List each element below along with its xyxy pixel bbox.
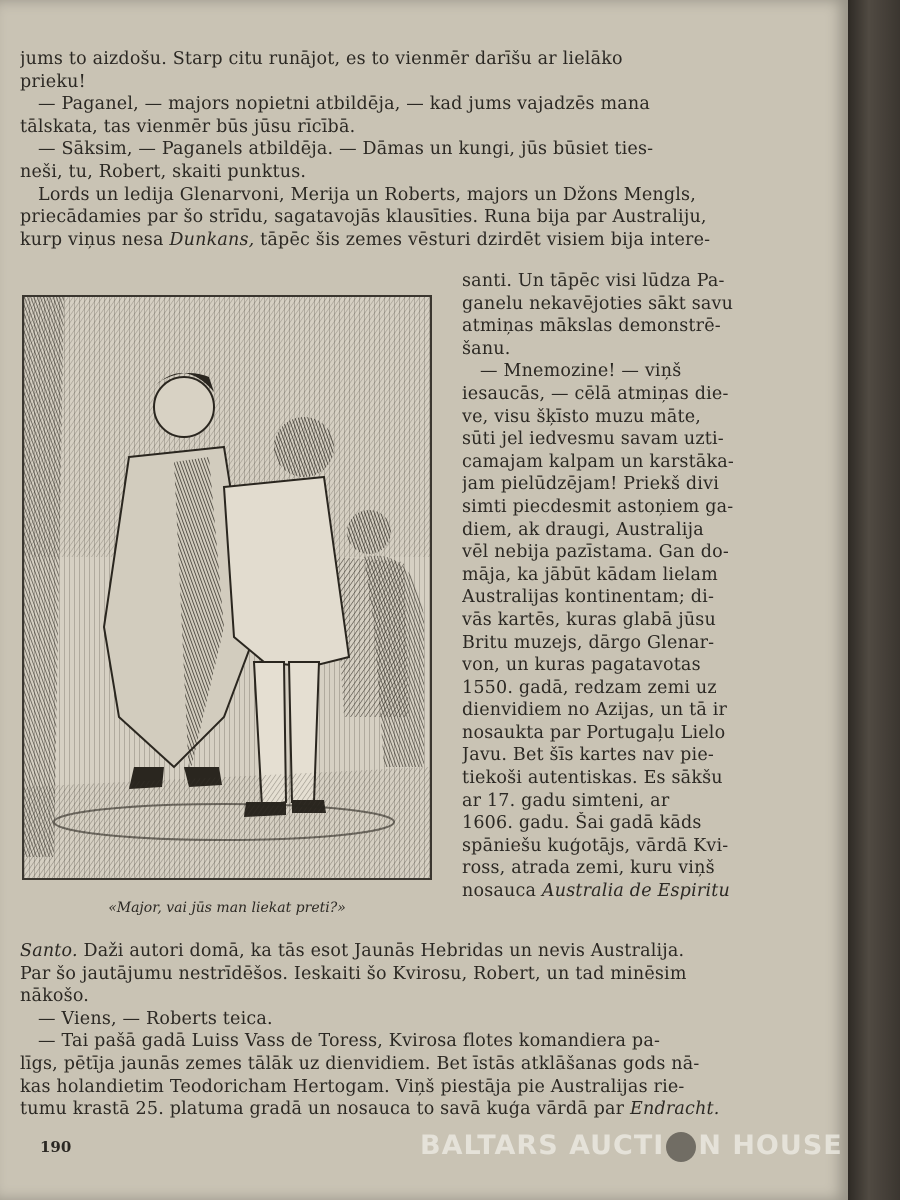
text-line: prieku! [20,71,86,92]
text-line: — Sāksim, — Paganels atbildēja. — Dāmas un kungi, jūs būsiet ties- [38,139,654,160]
text-line: šanu. [462,338,511,359]
text-line: māja, ka jābūt kādam lielam [462,564,718,585]
text-line: vēl nebija pazīstama. Gan do- [462,542,730,563]
text-span: nosauca [462,881,542,902]
text-line: 1606. gadu. Šai gadā kāds [462,813,702,834]
text-line: 1550. gadā, redzam zemi uz [462,677,717,698]
text-line: ross, atrada zemi, kuru viņš [462,858,715,879]
page-edge [848,0,900,1200]
text-line: dienvidiem no Azijas, un tā ir [462,700,728,721]
text-line: nākošo. [20,986,90,1007]
top-text-block [20,48,765,251]
watermark-logo-icon [666,1132,696,1162]
text-line: Australijas kontinentam; di- [462,587,715,608]
text-span: tāpēc šis zemes vēsturi dzirdēt visiem bija intere- [254,229,711,250]
text-line: — Paganel, — majors nopietni atbildēja, — kad jums vajadzēs mana [38,94,650,115]
page-number: 190 [40,1138,72,1156]
text-line: vās kartēs, kuras glabā jūsu [462,609,716,630]
text-line: simti piecdesmit astoņiem ga- [462,496,734,517]
text-line: Lords un ledija Glenarvoni, Merija un Roberts, majors un Džons Mengls, [38,184,696,205]
text-line: — Tai pašā gadā Luiss Vass de Toress, Kvirosa flotes komandiera pa- [38,1031,661,1052]
text-line: ve, visu šķīsto muzu māte, [462,406,702,427]
text-line: Par šo jautājumu nestrīdēšos. Ieskaiti šo Kvirosu, Robert, un tad minēsim [20,963,687,984]
ship-name: Dunkans, [169,229,255,250]
watermark [420,1130,843,1162]
text-line: — Mnemozine! — viņš [480,361,682,382]
text-span: kurp viņus nesa [20,229,170,250]
text-line: priecādamies par šo strīdu, sagatavojās klausīties. Runa bija par Australiju, [20,207,707,228]
text-span: Daži autori domā, ka tās esot Jaunās Hebridas un nevis Australija. [77,941,685,961]
text-line: sūti jel iedvesmu savam uzti- [462,429,724,450]
text-line: ar 17. gadu simteni, ar [462,790,670,811]
text-line: kas holandietim Teodoricham Hertogam. Viņš piestāja pie Australijas rie- [20,1076,685,1097]
text-line: tiekoši autentiskas. Es sākšu [462,768,723,789]
text-line [462,880,760,903]
engraving-image [24,297,430,878]
watermark-right: N HOUSE [698,1130,843,1161]
text-line: spāniešu kuģotājs, vārdā Kvi- [462,835,729,856]
text-line: — Viens, — Roberts teica. [38,1008,273,1029]
text-line: nosaukta par Portugaļu Lielo [462,722,726,743]
text-line: von, un kuras pagatavotas [462,655,701,676]
column-text-block [462,270,760,903]
text-line: tālskata, tas vienmēr būs jūsu rīcībā. [20,116,356,137]
text-line: jam pielūdzējam! Priekš divi [462,474,719,495]
text-line [20,229,765,252]
text-line: santi. Un tāpēc visi lūdza Pa- [462,271,725,291]
text-line: neši, tu, Robert, skaiti punktus. [20,161,307,182]
text-line: diem, ak draugi, Australija [462,519,704,540]
text-line: ganelu nekavējoties sākt savu [462,293,734,314]
place-name: Australia de Espiritu [541,881,730,902]
text-line: jums to aizdošu. Starp citu runājot, es to vienmēr darīšu ar lielāko [20,49,623,69]
illustration [22,295,432,880]
text-line [20,1098,765,1121]
text-line: Britu muzejs, dārgo Glenar- [462,632,715,653]
text-line: iesaucās, — cēlā atmiņas die- [462,383,729,404]
text-line: camajam kalpam un karstāka- [462,451,735,472]
bottom-text-block [20,940,765,1121]
place-name-end: Santo. [20,941,78,961]
text-line: Javu. Bet šīs kartes nav pie- [462,745,715,766]
ship-name-2: Endracht. [630,1099,720,1120]
text-line: atmiņas mākslas demonstrē- [462,316,721,337]
watermark-left: BALTARS AUCTI [420,1130,665,1161]
text-line [20,940,765,963]
text-span: tumu krastā 25. platuma gradā un nosauca to savā kuģa vārdā par [20,1099,631,1120]
text-line: līgs, pētīja jaunās zemes tālāk uz dienvidiem. Bet īstās atklāšanas gods nā- [20,1053,700,1074]
illustration-caption: «Major, vai jūs man liekat preti?» [108,900,346,916]
